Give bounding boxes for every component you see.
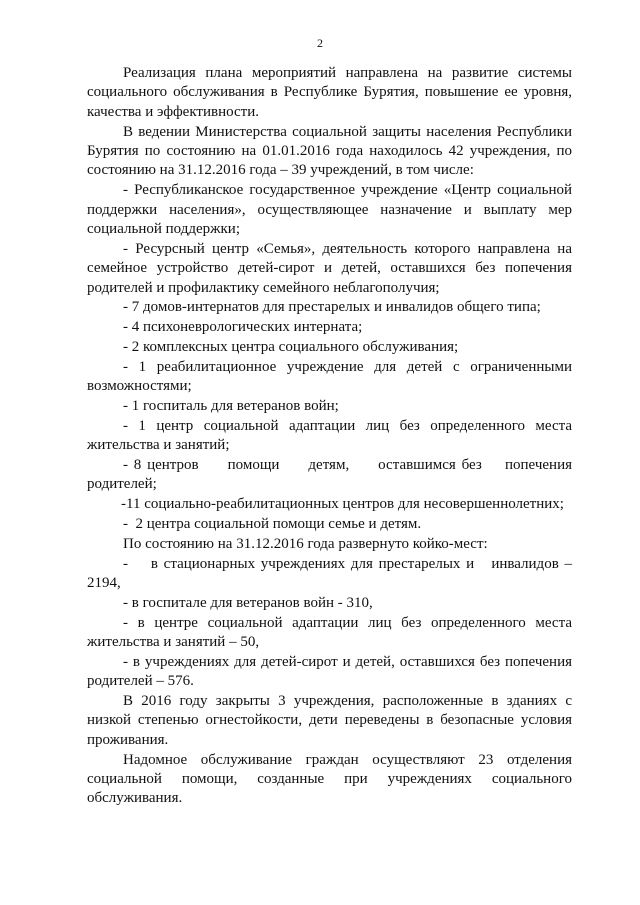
page-number: 2 [317, 36, 323, 50]
list-item-family-help: - 2 центра социальной помощи семье и детям. [123, 516, 422, 533]
paragraph-institutions-count: В ведении Министерства социальной защиты населения Республики Бурятия по состоянию на 01.01.2016 года находилось 42 учреждения, по состоянию на 31.12.2016 года – 39 учреждений, в том числе: [87, 123, 572, 179]
list-item-boarding-houses: - 7 домов-интернатов для престарелых и инвалидов общего типа; [123, 299, 541, 316]
paragraph-closed-institutions: В 2016 году закрыты 3 учреждения, расположенные в зданиях с низкой степенью огнестойкости, дети переведены в безопасные условия проживания. [87, 693, 572, 748]
list-item-veterans-hospital: - 1 госпиталь для ветеранов войн; [123, 398, 339, 415]
document-body [87, 64, 576, 809]
list-item-resource-center-family: - Ресурсный центр «Семья», деятельность которого направлена на семейное устройство детей-сирот и детей, оставшихся без попечения родителей и профилактику семейного неблагополучия; [87, 240, 572, 296]
list-item-beds-elderly: - в стационарных учреждениях для престарелых и инвалидов – 2194, [87, 555, 576, 592]
list-item-rehab-minors: -11 социально-реабилитационных центров для несовершеннолетних; [121, 496, 564, 513]
paragraph-intro: Реализация плана мероприятий направлена на развитие системы социального обслуживания в Республике Бурятия, повышение ее уровня, качества и эффективности. [87, 65, 572, 120]
list-item-social-support-center: - Республиканское государственное учреждение «Центр социальной поддержки населения», осуществляющее назначение и выплату мер социальной поддержки; [87, 182, 572, 238]
list-item-beds-adaptation: - в центре социальной адаптации лиц без определенного места жительства и занятий – 50, [87, 614, 572, 651]
list-item-rehabilitation: - 1 реабилитационное учреждение для детей с ограниченными возможностями; [87, 358, 572, 395]
paragraph-home-service: Надомное обслуживание граждан осуществляют 23 отделения социальной помощи, созданные при учреждениях социального обслуживания. [87, 751, 572, 807]
list-item-psychoneurological: - 4 психоневрологических интерната; [123, 319, 363, 336]
list-item-beds-hospital: - в госпитале для ветеранов войн - 310, [123, 594, 373, 611]
list-item-adaptation-center: - 1 центр социальной адаптации лиц без определенного места жительства и занятий; [87, 417, 572, 454]
list-item-children-help-centers: - 8 центров помощи детям, оставшимся без попечения родителей; [87, 457, 576, 493]
list-item-complex-centers: - 2 комплексных центра социального обслуживания; [123, 339, 459, 356]
paragraph-beds-intro: По состоянию на 31.12.2016 года развернуто койко-мест: [123, 535, 488, 552]
list-item-beds-orphans: - в учреждениях для детей-сирот и детей, оставшихся без попечения родителей – 576. [87, 653, 572, 690]
